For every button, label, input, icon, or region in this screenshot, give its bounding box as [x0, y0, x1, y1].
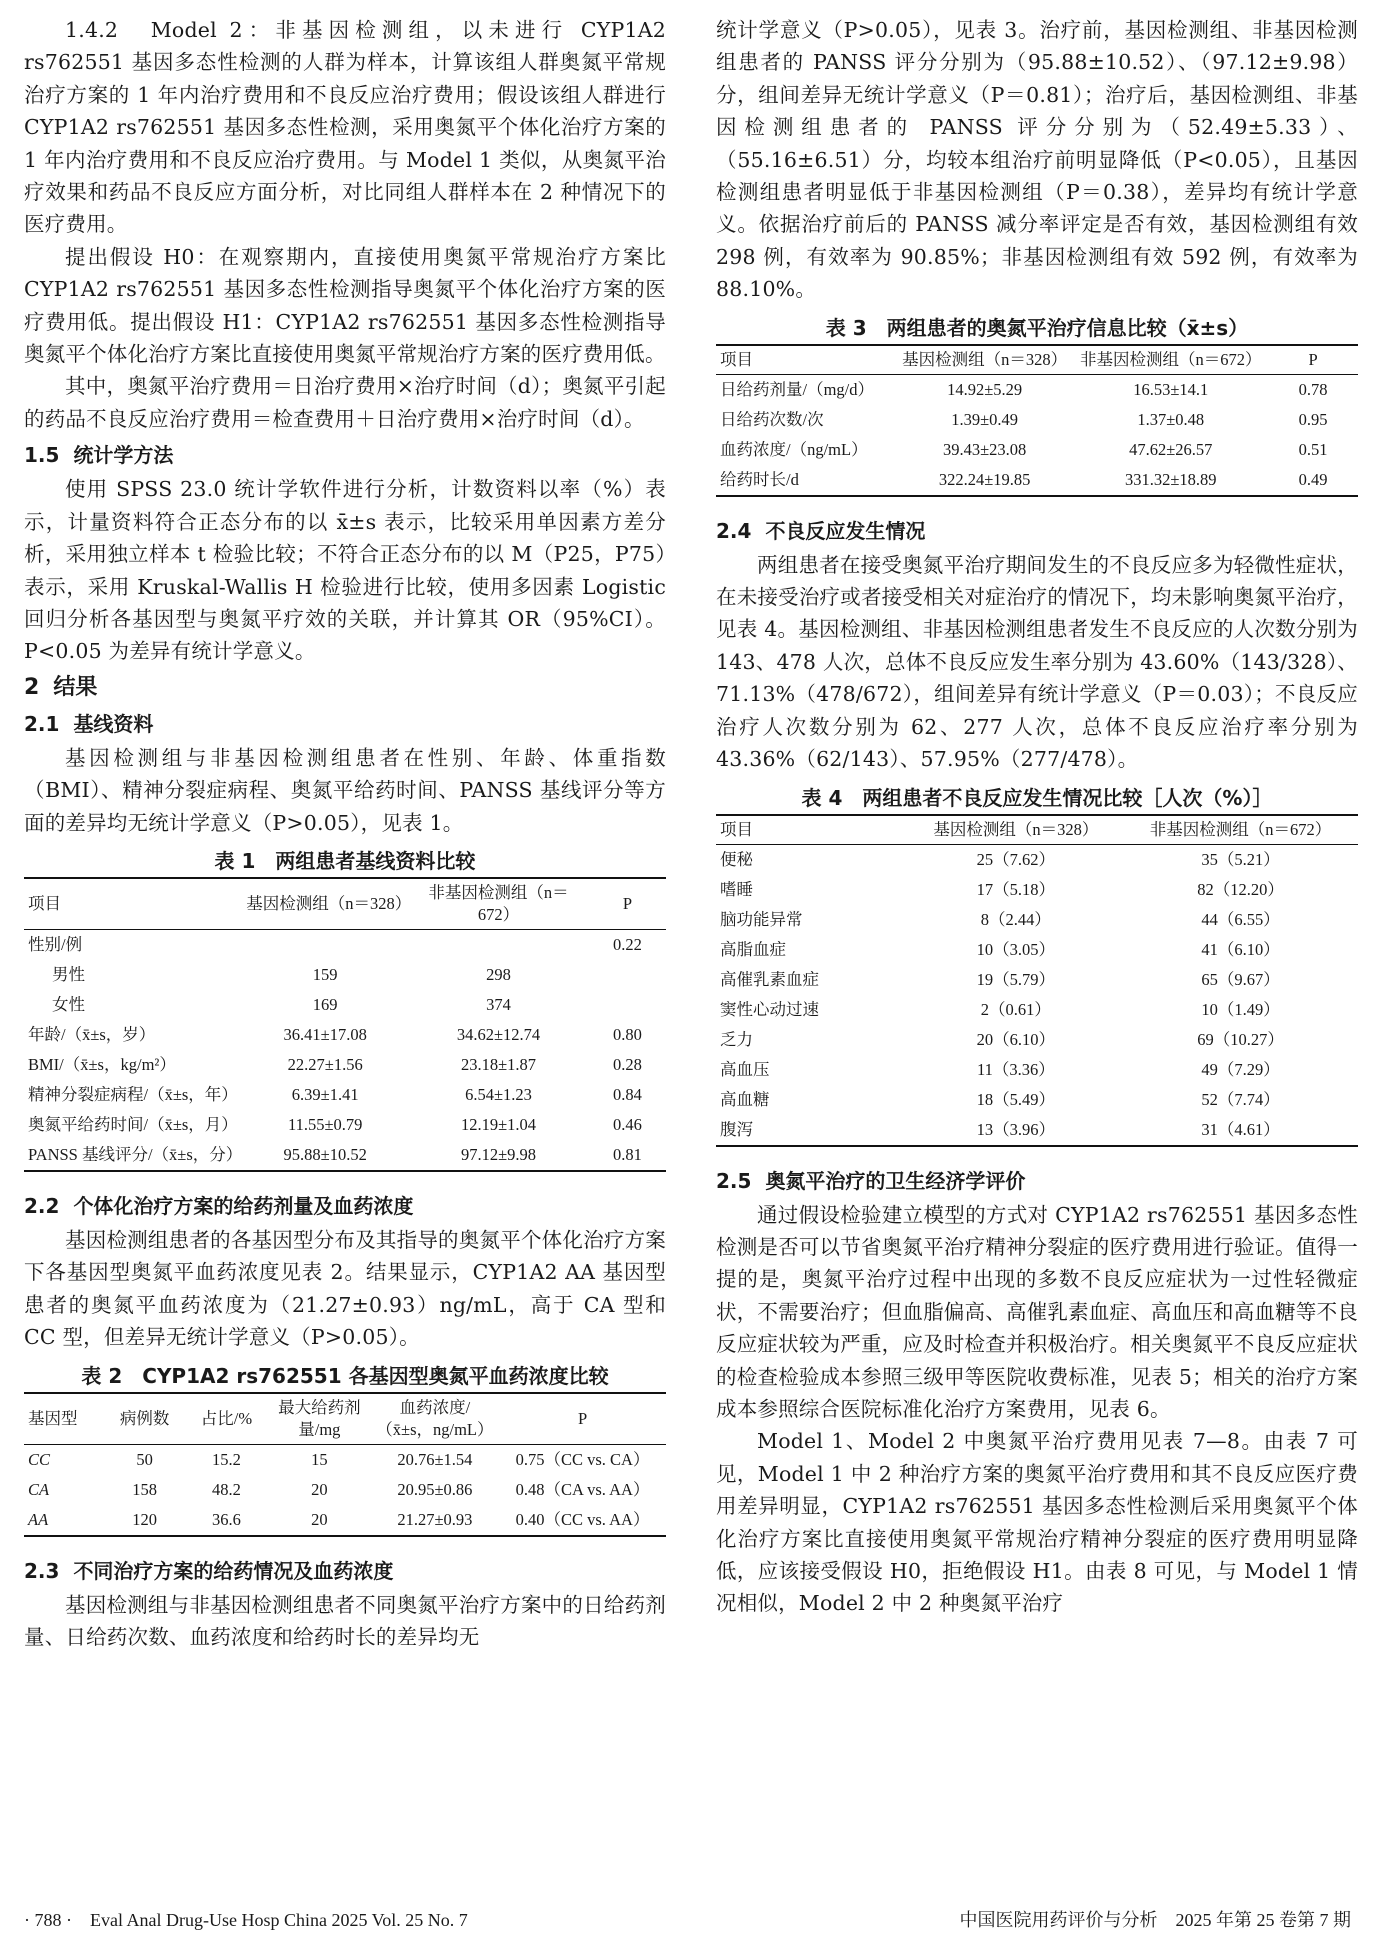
table-cell: 2（0.61） — [980, 999, 1051, 1019]
table-row — [24, 1020, 666, 1050]
section-heading-1-5 — [24, 439, 666, 471]
section-number: 2.1 — [24, 711, 60, 736]
table-cell: 25（7.62） — [976, 849, 1056, 869]
left-column — [24, 14, 666, 1653]
table-row — [716, 374, 1358, 405]
table-cell: 18（5.49） — [976, 1089, 1056, 1109]
table-cell: 高催乳素血症 — [720, 969, 819, 989]
section-heading-2-4 — [716, 515, 1358, 547]
table-cell: 20.95±0.86 — [397, 1479, 473, 1499]
table-cell: 0.48（CA vs. AA） — [515, 1479, 650, 1499]
table-header-cell: 项目 — [720, 349, 753, 369]
paragraph-adverse-reactions: 两组患者在接受奥氮平治疗期间发生的不良反应多为轻微性症状，在未接受治疗或者接受相关对症治疗的情况下，均未影响奥氮平治疗，见表 4。基因检测组、非基因检测组患者发生不良反应的人次数分别为 143、478 人次，总体不良反应发生率分别为 43.60%（143/328）、71.13%（478/672），组间差异有统计学意义（P＝0.03）；不良反应治疗人次数分别为 62、277 人次，总体不良反应治疗率分别为 43.36%（62/143）、57.95%（277/478）。 — [716, 552, 1358, 772]
table-cell: 298 — [486, 964, 511, 984]
table-cell: 20.76±1.54 — [397, 1449, 473, 1469]
table-cell: CA — [28, 1479, 50, 1499]
table-cell: 0.84 — [613, 1084, 642, 1104]
table-row — [716, 875, 1358, 905]
table-cell: 0.51 — [1298, 439, 1328, 459]
table-cell: 奥氮平给药时间/（x̄±s，月） — [28, 1114, 238, 1134]
page-footer-right: 中国医院用药评价与分析 2025 年第 25 卷第 7 期 — [959, 1910, 1351, 1930]
table-cell: 1.37±0.48 — [1137, 409, 1205, 429]
table-header-cell: 项目 — [720, 819, 753, 839]
table-cell: 10（1.49） — [1201, 999, 1280, 1019]
table-3 — [716, 344, 1358, 497]
table-cell: 322.24±19.85 — [938, 469, 1031, 489]
table-header-cell: 非基因检测组（n＝672） — [1149, 819, 1332, 839]
paragraph-cost-formula: 其中，奥氮平治疗费用＝日治疗费用×治疗时间（d）；奥氮平引起的药品不良反应治疗费用＝检查费用＋日治疗费用×治疗时间（d）。 — [24, 374, 666, 431]
table-cell: 169 — [312, 994, 338, 1014]
table-cell: PANSS 基线评分/（x̄±s，分） — [28, 1144, 243, 1164]
table-cell: 120 — [132, 1509, 158, 1529]
section-number: 1.5 — [24, 443, 60, 468]
table-cell: 52（7.74） — [1201, 1089, 1280, 1109]
table-cell: 50 — [136, 1449, 153, 1469]
table-row — [716, 1115, 1358, 1146]
table-cell: 95.88±10.52 — [283, 1144, 367, 1164]
table-cell: 15 — [311, 1449, 328, 1469]
table-header-cell: 基因检测组（n＝328） — [246, 893, 412, 913]
section-number: 2 — [24, 674, 40, 700]
table-cell: 0.22 — [613, 934, 642, 954]
table-cell: 6.54±1.23 — [465, 1084, 532, 1104]
paragraph-regimen: 基因检测组与非基因检测组患者不同奥氮平治疗方案中的日给药剂量、日给药次数、血药浓度和给药时长的差异均无 — [24, 1592, 666, 1649]
table-2 — [24, 1392, 666, 1537]
table-cell: 高血糖 — [720, 1089, 770, 1109]
table-row — [716, 965, 1358, 995]
table-header-cell: 占比/% — [200, 1408, 253, 1428]
paragraph-model-costs: Model 1、Model 2 中奥氮平治疗费用见表 7—8。由表 7 可见，Model 1 中 2 种治疗方案的奥氮平治疗费用和其不良反应医疗费用差异明显，CYP1A2 rs762551 基因多态性检测后采用奥氮平个体化治疗方案比直接使用奥氮平常规治疗精神分裂症的医疗费用明显降低，应该接受假设 H0，拒绝假设 H1。由表 8 可见，与 Model 1 情况相似，Model 2 中 2 种奥氮平治疗 — [716, 1429, 1358, 1616]
table-cell: 49（7.29） — [1201, 1059, 1280, 1079]
table-cell: 20 — [311, 1479, 328, 1499]
table-cell: 女性 — [52, 994, 85, 1014]
paragraph-baseline: 基因检测组与非基因检测组患者在性别、年龄、体重指数（BMI）、精神分裂症病程、奥氮平给药时间、PANSS 基线评分等方面的差异均无统计学意义（P>0.05），见表 1。 — [24, 745, 666, 835]
right-column — [716, 14, 1358, 1620]
table-2-caption: 表 2 CYP1A2 rs762551 各基因型奥氮平血药浓度比较 — [81, 1363, 609, 1388]
table-1 — [24, 877, 666, 1172]
table-cell: 82（12.20） — [1197, 879, 1284, 899]
table-cell: 47.62±26.57 — [1129, 439, 1213, 459]
table-cell: 35（5.21） — [1201, 849, 1280, 869]
table-cell: AA — [28, 1509, 49, 1529]
table-cell: 腹泻 — [720, 1119, 753, 1139]
table-row — [716, 435, 1358, 465]
table-header-cell: P — [1308, 349, 1318, 369]
table-cell: 0.81 — [613, 1144, 642, 1164]
table-cell: 0.95 — [1298, 409, 1328, 429]
table-header-row — [24, 878, 666, 930]
table-cell: 36.6 — [212, 1509, 241, 1529]
table-cell: 374 — [486, 994, 511, 1014]
section-title: 不同治疗方案的给药情况及血药浓度 — [73, 1558, 394, 1583]
table-header-cell: 最大给药剂量/mg — [278, 1397, 361, 1439]
table-cell: 乏力 — [720, 1029, 753, 1049]
table-cell: 10（3.05） — [976, 939, 1056, 959]
table-header-cell: P — [577, 1408, 588, 1428]
table-header-row — [716, 345, 1358, 375]
section-heading-2-1 — [24, 708, 666, 740]
table-cell: 69（10.27） — [1197, 1029, 1284, 1049]
table-cell: 0.28 — [613, 1054, 642, 1074]
table-header-cell: 基因检测组（n＝328） — [933, 819, 1099, 839]
section-title: 奥氮平治疗的卫生经济学评价 — [765, 1168, 1026, 1193]
table-cell: 日给药次数/次 — [720, 409, 824, 429]
section-title: 结果 — [53, 674, 98, 700]
table-row — [716, 1025, 1358, 1055]
table-cell: 便秘 — [720, 849, 753, 869]
table-cell: 22.27±1.56 — [287, 1054, 363, 1074]
table-cell — [408, 929, 589, 960]
table-cell: 36.41±17.08 — [283, 1024, 367, 1044]
table-cell: 19（5.79） — [976, 969, 1056, 989]
table-cell: 0.80 — [613, 1024, 642, 1044]
section-number: 2.5 — [716, 1168, 752, 1193]
table-header-cell: 项目 — [28, 893, 61, 913]
table-row — [24, 1080, 666, 1110]
table-cell: 1.39±0.49 — [951, 409, 1018, 429]
table-cell: 年龄/（x̄±s，岁） — [28, 1024, 156, 1044]
table-cell: 男性 — [52, 964, 85, 984]
table-cell: 血药浓度/（ng/mL） — [720, 439, 868, 459]
table-1-caption: 表 1 两组患者基线资料比较 — [214, 848, 476, 873]
table-4 — [716, 814, 1358, 1147]
table-header-row — [24, 1393, 666, 1445]
table-cell: BMI/（x̄±s，kg/m²） — [28, 1054, 176, 1074]
section-title: 基线资料 — [73, 711, 154, 736]
table-cell: 高脂血症 — [720, 939, 786, 959]
table-row — [24, 1050, 666, 1080]
table-header-cell: 病例数 — [119, 1408, 170, 1428]
table-cell: 0.46 — [613, 1114, 642, 1134]
table-row — [716, 995, 1358, 1025]
table-header-cell: 非基因检测组（n＝672） — [428, 882, 569, 924]
section-heading-2-3 — [24, 1555, 666, 1587]
table-cell — [589, 990, 666, 1020]
section-title: 不良反应发生情况 — [765, 518, 926, 543]
table-row — [24, 990, 666, 1020]
table-cell: 窦性心动过速 — [720, 999, 819, 1019]
table-cell: 20（6.10） — [976, 1029, 1056, 1049]
section-heading-2-5 — [716, 1165, 1358, 1197]
table-row — [24, 1140, 666, 1171]
paragraph-hypothesis: 提出假设 H0：在观察期内，直接使用奥氮平常规治疗方案比 CYP1A2 rs762551 基因多态性检测指导奥氮平个体化治疗方案的医疗费用低。提出假设 H1：CYP1A2 rs762551 基因多态性检测指导奥氮平个体化治疗方案比直接使用奥氮平常规治疗方案的医疗费用低。 — [24, 244, 666, 367]
table-cell: 65（9.67） — [1201, 969, 1280, 989]
table-header-cell: 基因检测组（n＝328） — [902, 349, 1068, 369]
table-cell: 给药时长/d — [720, 469, 799, 489]
section-number: 2.3 — [24, 1558, 60, 1583]
table-row — [716, 935, 1358, 965]
table-header-cell: 血药浓度/（x̄±s，ng/mL） — [376, 1397, 494, 1439]
paragraph-panss: 统计学意义（P>0.05），见表 3。治疗前，基因检测组、非基因检测组患者的 PANSS 评分分别为（95.88±10.52）、（97.12±9.98）分，组间差异无统计学意义（P＝0.81）；治疗后，基因检测组、非基因检测组患者的 PANSS 评分分别为（52.49±5.33）、（55.16±6.51）分，均较本组治疗前明显降低（P<0.05），且基因检测组患者明显低于非基因检测组（P＝0.38），差异均有统计学意义。依据治疗前后的 PANSS 减分率评定是否有效，基因检测组有效 298 例，有效率为 90.85%；非基因检测组有效 592 例，有效率为 88.10%。 — [716, 18, 1358, 302]
table-row — [24, 1110, 666, 1140]
table-cell: 17（5.18） — [976, 879, 1056, 899]
table-cell: 21.27±0.93 — [397, 1509, 473, 1529]
table-cell: 23.18±1.87 — [460, 1054, 537, 1074]
table-header-cell: P — [622, 893, 633, 913]
table-cell — [589, 960, 666, 990]
table-row — [24, 1505, 666, 1536]
table-cell: 15.2 — [212, 1449, 241, 1469]
section-number: 2.4 — [716, 518, 752, 543]
table-cell: 0.40（CC vs. AA） — [515, 1509, 650, 1529]
table-cell: CC — [28, 1449, 51, 1469]
table-cell: 性别/例 — [28, 934, 83, 954]
table-cell: 31（4.61） — [1201, 1119, 1280, 1139]
table-row — [716, 1085, 1358, 1115]
table-header-cell: 非基因检测组（n＝672） — [1080, 349, 1262, 369]
table-4-caption: 表 4 两组患者不良反应发生情况比较［人次（%）］ — [801, 785, 1273, 810]
table-cell: 高血压 — [720, 1059, 770, 1079]
table-cell: 158 — [132, 1479, 158, 1499]
section-title: 个体化治疗方案的给药剂量及血药浓度 — [73, 1193, 414, 1218]
table-row — [716, 844, 1358, 875]
page-footer-left: · 788 · Eval Anal Drug-Use Hosp China 2025 Vol. 25 No. 7 — [24, 1910, 468, 1930]
table-cell: 16.53±14.1 — [1133, 379, 1209, 399]
table-cell: 6.39±1.41 — [291, 1084, 359, 1104]
table-row — [24, 1475, 666, 1505]
section-number: 2.2 — [24, 1193, 60, 1218]
table-cell: 8（2.44） — [980, 909, 1051, 929]
table-cell: 日给药剂量/（mg/d） — [720, 379, 875, 399]
table-row — [716, 405, 1358, 435]
table-row — [716, 905, 1358, 935]
table-cell: 14.92±5.29 — [947, 379, 1023, 399]
table-cell — [242, 929, 408, 960]
table-cell: 11.55±0.79 — [287, 1114, 363, 1134]
section-title: 统计学方法 — [73, 443, 174, 468]
table-cell: 嗜睡 — [720, 879, 753, 899]
table-cell: 39.43±23.08 — [942, 439, 1027, 459]
table-cell: 12.19±1.04 — [460, 1114, 537, 1134]
table-header-cell: 基因型 — [28, 1408, 78, 1428]
table-cell: 44（6.55） — [1201, 909, 1280, 929]
table-cell: 97.12±9.98 — [460, 1144, 537, 1164]
table-row — [24, 960, 666, 990]
table-row — [24, 1444, 666, 1475]
table-cell: 脑功能异常 — [720, 909, 803, 929]
table-3-caption: 表 3 两组患者的奥氮平治疗信息比较（x̄±s） — [825, 315, 1249, 340]
table-cell: 34.62±12.74 — [456, 1024, 541, 1044]
table-cell: 11（3.36） — [976, 1059, 1055, 1079]
table-cell: 331.32±18.89 — [1125, 469, 1217, 489]
table-cell: 0.78 — [1298, 379, 1328, 399]
table-cell: 精神分裂症病程/（x̄±s，年） — [28, 1084, 238, 1104]
table-header-row — [716, 815, 1358, 845]
table-row — [716, 465, 1358, 496]
table-row — [716, 1055, 1358, 1085]
section-heading-2 — [24, 672, 666, 704]
table-cell: 0.75（CC vs. CA） — [515, 1449, 650, 1469]
table-cell: 20 — [311, 1509, 328, 1529]
paragraph-dosage: 基因检测组患者的各基因型分布及其指导的奥氮平个体化治疗方案下各基因型奥氮平血药浓度见表 2。结果显示，CYP1A2 AA 基因型患者的奥氮平血药浓度为（21.27±0.93）ng/mL，高于 CA 型和 CC 型，但差异无统计学意义（P>0.05）。 — [24, 1227, 666, 1350]
section-heading-2-2 — [24, 1190, 666, 1222]
paragraph-model2: 1.4.2 Model 2：非基因检测组，以未进行 CYP1A2 rs762551 基因多态性检测的人群为样本，计算该组人群奥氮平常规治疗方案的 1 年内治疗费用和不良反应治疗费用；假设该组人群进行 CYP1A2 rs762551 基因多态性检测，采用奥氮平个体化治疗方案的 1 年内治疗费用和不良反应治疗费用。与 Model 1 类似，从奥氮平治疗效果和药品不良反应方面分析，对比同组人群样本在 2 种情况下的医疗费用。 — [24, 18, 666, 237]
table-cell: 13（3.96） — [976, 1119, 1056, 1139]
table-row — [24, 929, 666, 960]
paragraph-health-economics: 通过假设检验建立模型的方式对 CYP1A2 rs762551 基因多态性检测是否可以节省奥氮平治疗精神分裂症的医疗费用进行验证。值得一提的是，奥氮平治疗过程中出现的多数不良反应症状为一过性轻微症状，不需要治疗；但血脂偏高、高催乳素血症、高血压和高血糖等不良反应症状较为严重，应及时检查并积极治疗。相关奥氮平不良反应症状的检查检验成本参照三级甲等医院收费标准，见表 5；相关的治疗方案成本参照综合医院标准化治疗方案费用，见表 6。 — [716, 1202, 1358, 1421]
table-cell: 48.2 — [212, 1479, 241, 1499]
table-cell: 0.49 — [1298, 469, 1328, 489]
table-cell: 159 — [312, 964, 338, 984]
table-cell: 41（6.10） — [1201, 939, 1280, 959]
paragraph-statistics: 使用 SPSS 23.0 统计学软件进行分析，计数资料以率（%）表示，计量资料符合正态分布的以 x̄±s 表示，比较采用单因素方差分析，采用独立样本 t 检验比较；不符合正态分布的以 M（P25，P75）表示，采用 Kruskal-Wallis H 检验进行比较，使用多因素 Logistic 回归分析各基因型与奥氮平疗效的关联，并计算其 OR（95%CI）。P<0.05 为差异有统计学意义。 — [24, 477, 666, 664]
